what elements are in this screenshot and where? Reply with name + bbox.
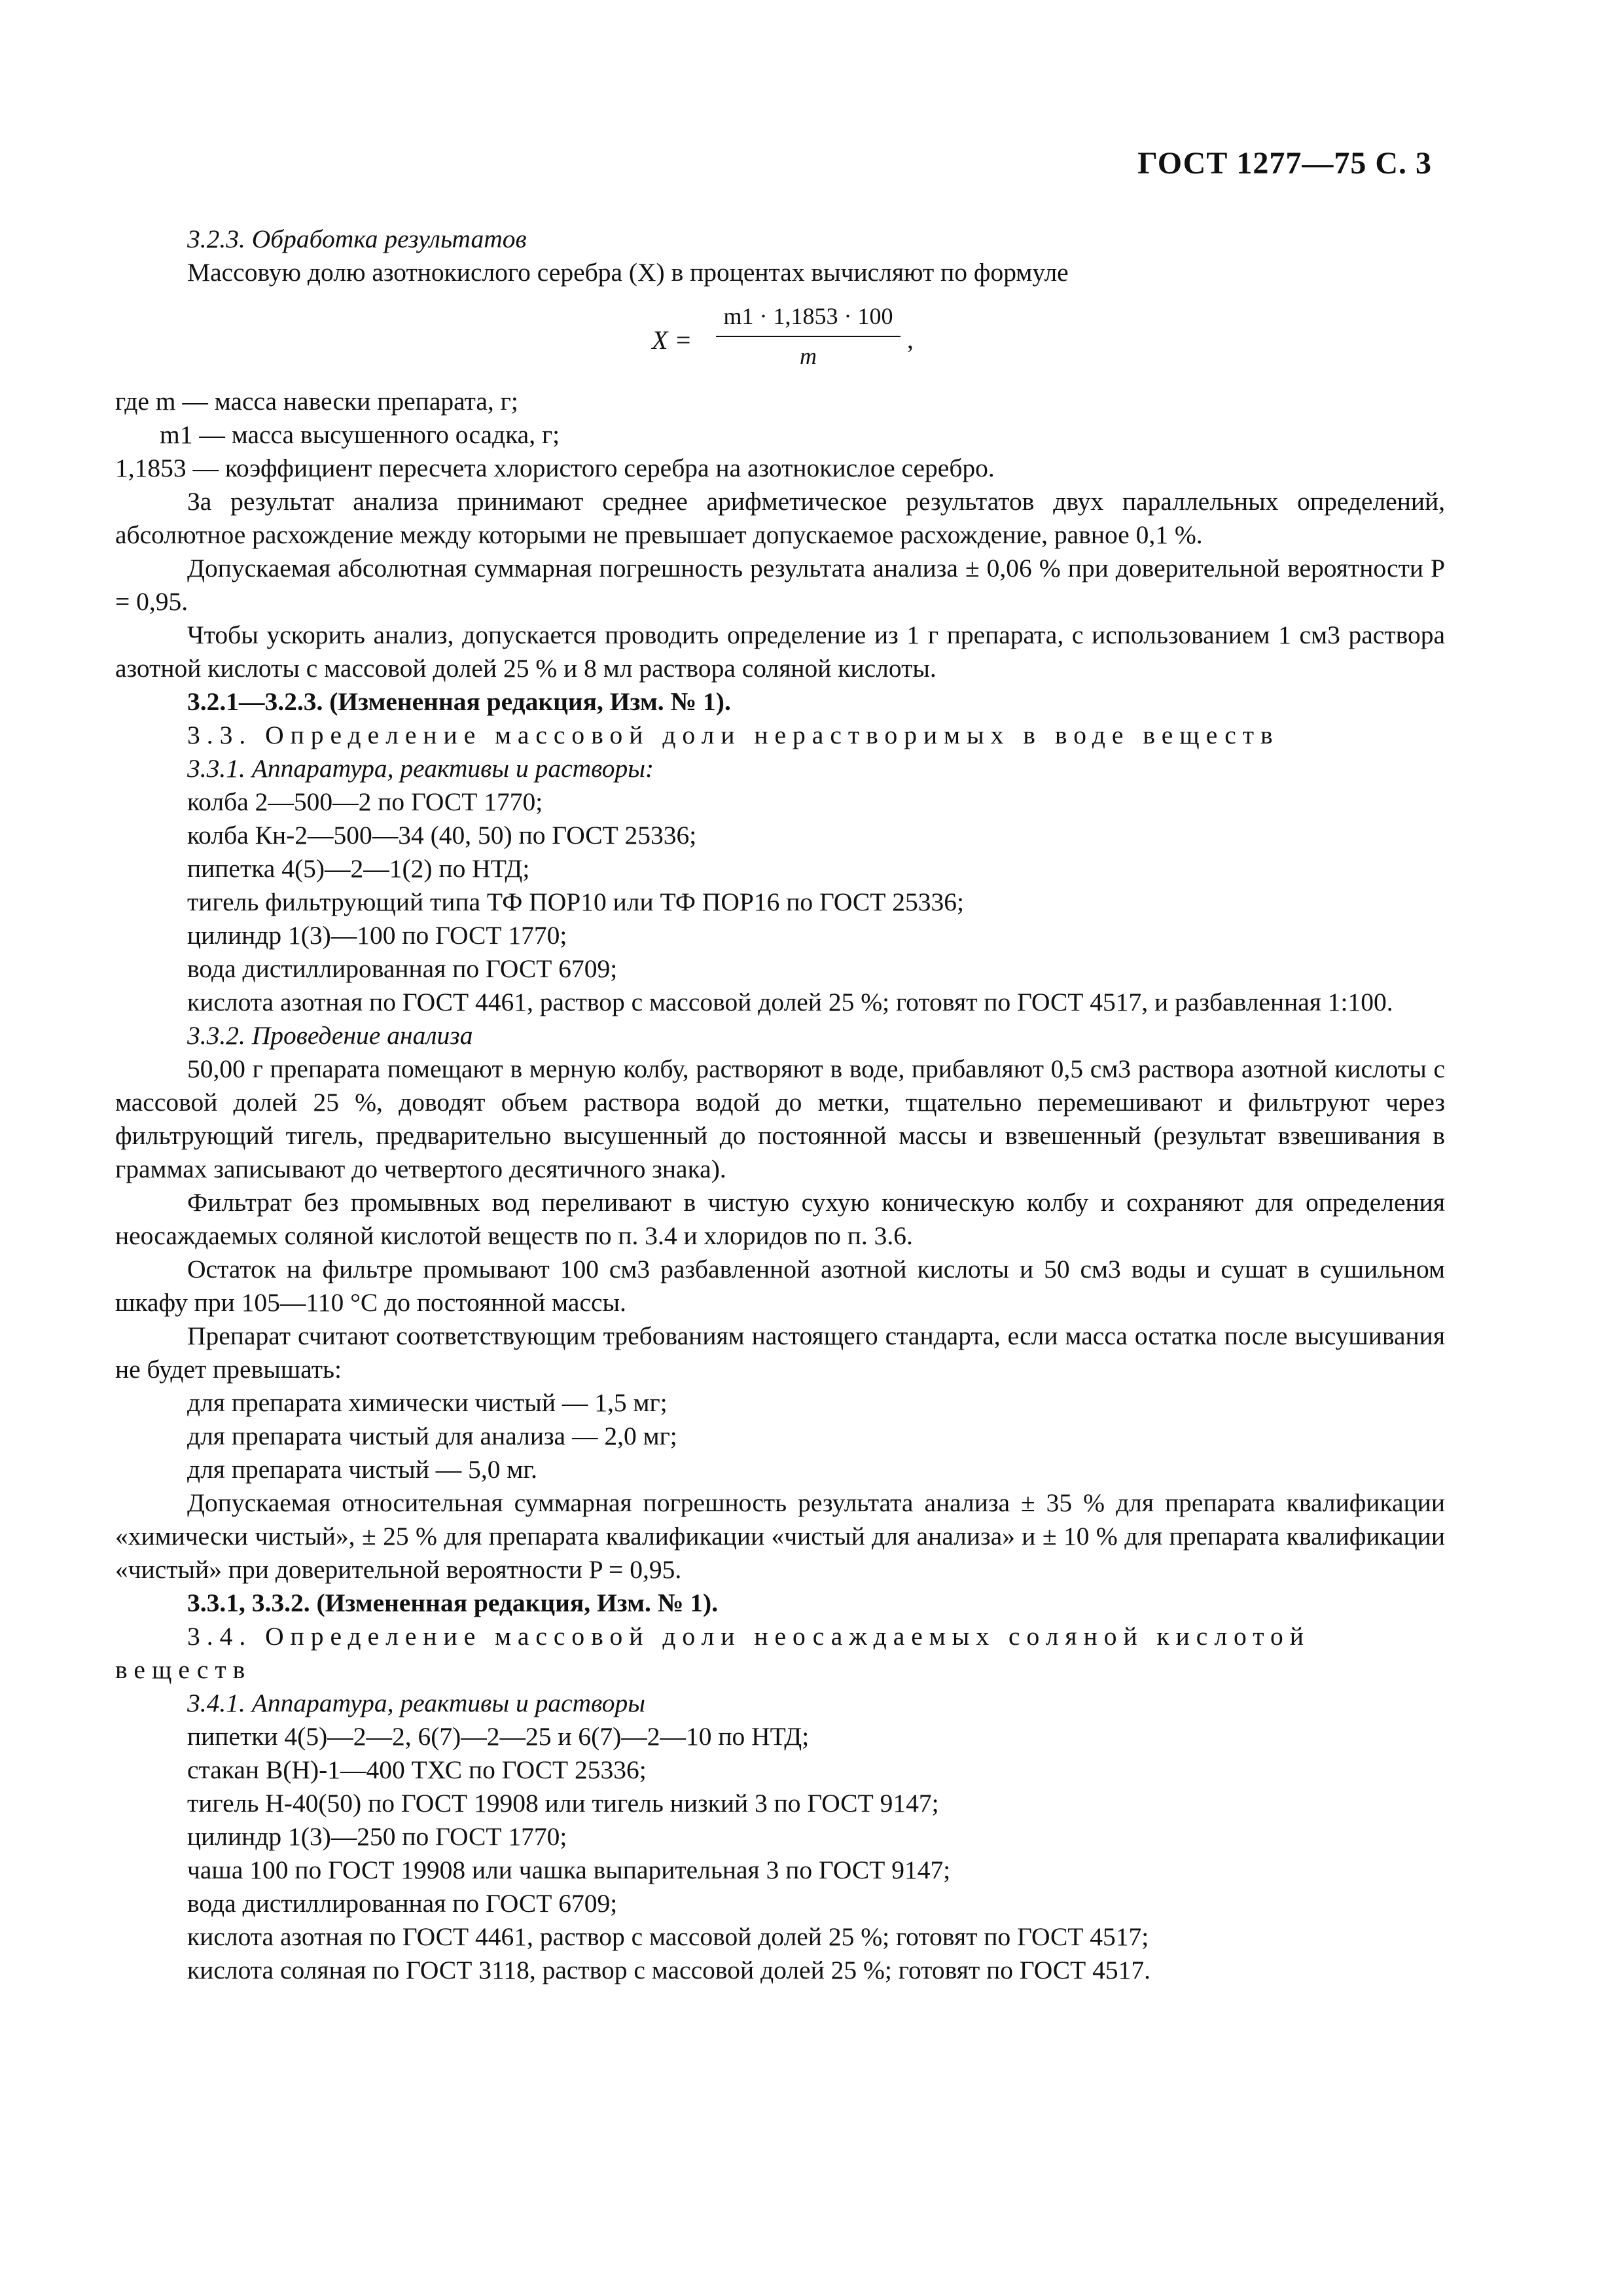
- list-item: тигель фильтрующий типа ТФ ПОР10 или ТФ ПОР16 по ГОСТ 25336;: [187, 888, 964, 916]
- list-item: пипетки 4(5)—2—2, 6(7)—2—25 и 6(7)—2—10 по НТД;: [187, 1722, 810, 1751]
- list-item: вода дистиллированная по ГОСТ 6709;: [187, 954, 618, 983]
- formula: [115, 300, 1445, 378]
- paragraph: Препарат считают соответствующим требованиям настоящего стандарта, если масса остатка после высушивания не будет превышать:: [115, 1321, 1445, 1384]
- list-item: для препарата чистый — 5,0 мг.: [187, 1455, 537, 1484]
- paragraph: За результат анализа принимают среднее арифметическое результатов двух параллельных определений, абсолютное расхождение между которыми не превышает допускаемое расхождение, равное 0,1 %.: [115, 487, 1445, 549]
- paragraph: Остаток на фильтре промывают 100 см3 разбавленной азотной кислоты и 50 см3 воды и сушат в сушильном шкафу при 105—110 °С до постоянной массы.: [115, 1255, 1445, 1317]
- list-item: цилиндр 1(3)—250 по ГОСТ 1770;: [187, 1822, 567, 1851]
- legend-line: m1 — масса высушенного осадка, г;: [160, 420, 560, 449]
- formula-denominator: m: [800, 343, 817, 369]
- list-item: пипетка 4(5)—2—1(2) по НТД;: [187, 854, 530, 883]
- paragraph: Чтобы ускорить анализ, допускается проводить определение из 1 г препарата, с использованием 1 см3 раствора азотной кислоты с массовой долей 25 % и 8 мл раствора соляной кислоты.: [115, 620, 1445, 683]
- list-item: чаша 100 по ГОСТ 19908 или чашка выпарительная 3 по ГОСТ 9147;: [187, 1856, 951, 1884]
- list-item: для препарата чистый для анализа — 2,0 мг;: [187, 1422, 677, 1450]
- paragraph: Фильтрат без промывных вод переливают в чистую сухую коническую колбу и сохраняют для определения неосаждаемых соляной кислотой веществ по п. 3.4 и хлоридов по п. 3.6.: [115, 1188, 1445, 1250]
- list-item: тигель Н-40(50) по ГОСТ 19908 или тигель низкий 3 по ГОСТ 9147;: [187, 1789, 939, 1818]
- section-heading: 3.4. Определение массовой доли неосаждаемых соляной кислотой веществ: [115, 1622, 1310, 1684]
- list-item: кислота азотная по ГОСТ 4461, раствор с массовой долей 25 %; готовят по ГОСТ 4517;: [187, 1922, 1149, 1951]
- list-item: цилиндр 1(3)—100 по ГОСТ 1770;: [187, 921, 567, 950]
- list-item: вода дистиллированная по ГОСТ 6709;: [187, 1889, 618, 1918]
- amendment-note: 3.2.1—3.2.3. (Измененная редакция, Изм. № 1).: [187, 687, 731, 716]
- paragraph: 50,00 г препарата помещают в мерную колбу, растворяют в воде, прибавляют 0,5 см3 раствора азотной кислоты с массовой долей 25 %, доводят объем раствора водой до метки, тщательно перемешивают и фильтруют через фильтрующий тигель, предварительно высушенный до постоянной массы и взвешенный (результат взвешивания в граммах записывают до четвертого десятичного знака).: [115, 1054, 1445, 1183]
- subsection-heading: 3.3.1. Аппаратура, реактивы и растворы:: [187, 754, 654, 783]
- list-item: стакан В(Н)-1—400 ТХС по ГОСТ 25336;: [187, 1755, 647, 1784]
- paragraph: Допускаемая абсолютная суммарная погрешность результата анализа ± 0,06 % при доверительной вероятности P = 0,95.: [115, 554, 1445, 616]
- subsection-heading: 3.3.2. Проведение анализа: [187, 1021, 473, 1050]
- legend-line: 1,1853 — коэффициент пересчета хлористого серебра на азотнокислое серебро.: [115, 454, 995, 482]
- document-body: [115, 223, 1445, 1987]
- section-heading: 3.3. Определение массовой доли нерастворимых в воде веществ: [187, 721, 1279, 749]
- list-item: для препарата химически чистый — 1,5 мг;: [187, 1388, 668, 1417]
- list-item: кислота азотная по ГОСТ 4461, раствор с массовой долей 25 %; готовят по ГОСТ 4517, и разбавленная 1:100.: [187, 988, 1393, 1016]
- list-item: колба 2—500—2 по ГОСТ 1770;: [187, 787, 543, 816]
- amendment-note: 3.3.1, 3.3.2. (Измененная редакция, Изм. № 1).: [187, 1588, 719, 1617]
- section-heading: 3.2.3. Обработка результатов: [187, 224, 527, 253]
- legend-line: где m — масса навески препарата, г;: [115, 387, 518, 416]
- list-item: колба Кн-2—500—34 (40, 50) по ГОСТ 25336;: [187, 821, 697, 850]
- list-item: кислота соляная по ГОСТ 3118, раствор с массовой долей 25 %; готовят по ГОСТ 4517.: [187, 1956, 1150, 1984]
- page-header: ГОСТ 1277—75 С. 3: [1137, 146, 1432, 181]
- paragraph: Допускаемая относительная суммарная погрешность результата анализа ± 35 % для препарата квалификации «химически чистый», ± 25 % для препарата квалификации «чистый для анализа» и ± 10 % для препарата квалификации «чистый» при доверительной вероятности P = 0,95.: [115, 1488, 1445, 1584]
- formula-comma: ,: [907, 325, 914, 354]
- formula-lhs: X =: [652, 325, 692, 355]
- formula-numerator: m1 · 1,1853 · 100: [716, 300, 901, 337]
- formula-fraction: [716, 300, 901, 373]
- subsection-heading: 3.4.1. Аппаратура, реактивы и растворы: [187, 1689, 646, 1717]
- paragraph: Массовую долю азотнокислого серебра (X) в процентах вычисляют по формуле: [187, 258, 1069, 287]
